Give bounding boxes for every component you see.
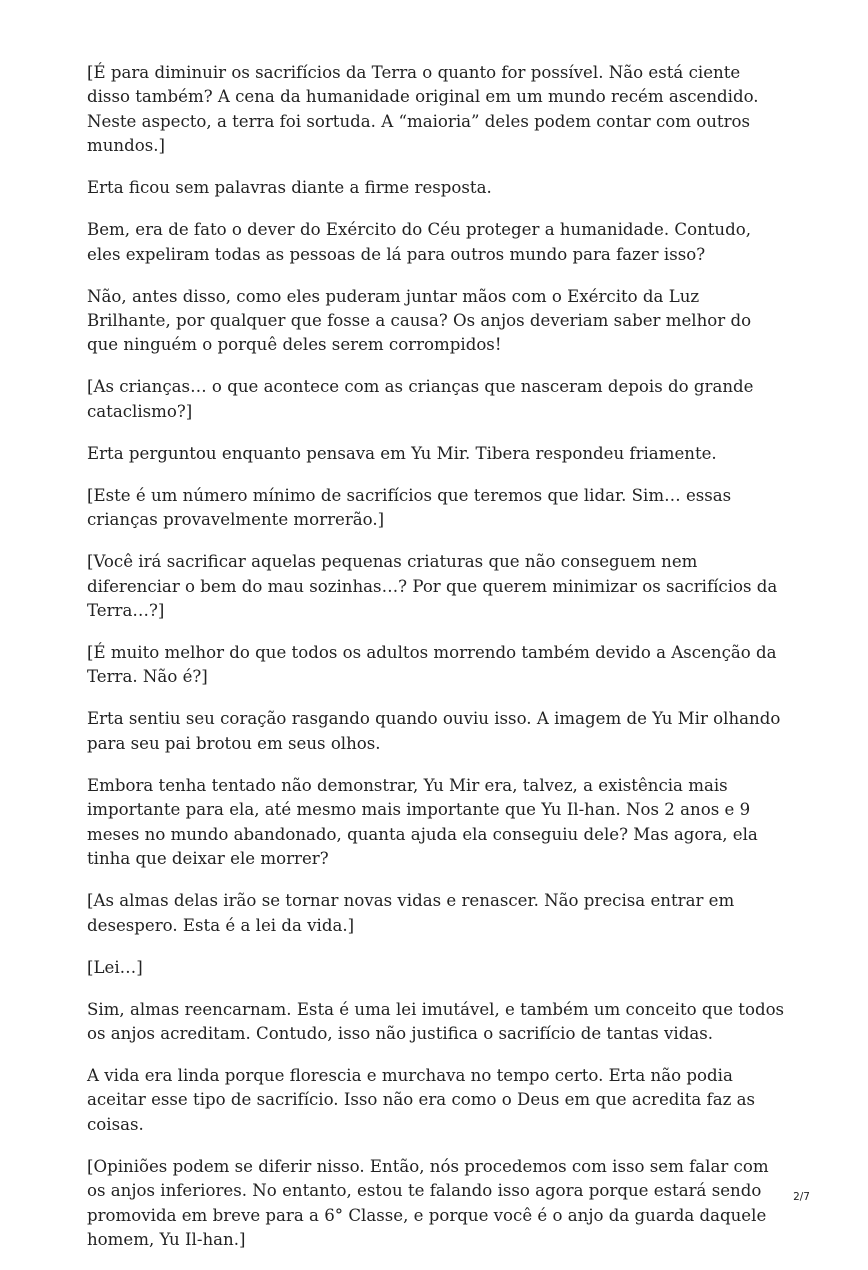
paragraph: Sim, almas reencarnam. Esta é uma lei imutável, e também um conceito que todos os anjos acreditam. Contudo, isso não justifica o sacrifício de tantas vidas. <box>87 999 785 1043</box>
document-body <box>87 61 787 1270</box>
paragraph: Não, antes disso, como eles puderam juntar mãos com o Exército da Luz Brilhante, por qualquer que fosse a causa? Os anjos deveriam saber melhor do que ninguém o porquê deles serem corrompidos! <box>87 286 752 355</box>
paragraph: [É muito melhor do que todos os adultos morrendo também devido a Ascenção da Terra. Não é?] <box>87 643 777 687</box>
paragraph: [As almas delas irão se tornar novas vidas e renascer. Não precisa entrar em desespero. Esta é a lei da vida.] <box>87 891 735 935</box>
paragraph: [Opiniões podem se diferir nisso. Então, nós procedemos com isso sem falar com os anjos inferiores. No entanto, estou te falando isso agora porque estará sendo promovida em breve para a 6° Classe, e porque você é o anjo da guarda daquele homem, Yu Il-han.] <box>87 1156 769 1249</box>
paragraph: Bem, era de fato o dever do Exército do Céu proteger a humanidade. Contudo, eles expeliram todas as pessoas de lá para outros mundo para fazer isso? <box>87 220 751 264</box>
paragraph: Erta ficou sem palavras diante a firme resposta. <box>87 178 492 198</box>
paragraph: A vida era linda porque florescia e murchava no tempo certo. Erta não podia aceitar esse tipo de sacrifício. Isso não era como o Deus em que acredita faz as coisas. <box>87 1065 756 1134</box>
paragraph: [É para diminuir os sacrifícios da Terra o quanto for possível. Não está ciente disso também? A cena da humanidade original em um mundo recém ascendido. Neste aspecto, a terra foi sortuda. A “maioria” deles podem contar com outros mundos.] <box>87 63 759 156</box>
paragraph: Erta perguntou enquanto pensava em Yu Mir. Tibera respondeu friamente. <box>87 443 717 463</box>
page-number: 2/7 <box>793 1191 810 1203</box>
paragraph: [As crianças… o que acontece com as crianças que nasceram depois do grande cataclismo?] <box>87 377 754 421</box>
paragraph: [Este é um número mínimo de sacrifícios que teremos que lidar. Sim… essas crianças provavelmente morrerão.] <box>87 485 732 530</box>
paragraph: [Lei…] <box>87 957 143 977</box>
paragraph: [Você irá sacrificar aquelas pequenas criaturas que não conseguem nem diferenciar o bem do mau sozinhas…? Por que querem minimizar os sacrifícios da Terra…?] <box>87 552 778 621</box>
paragraph: Embora tenha tentado não demonstrar, Yu Mir era, talvez, a existência mais importante para ela, até mesmo mais importante que Yu Il-han. Nos 2 anos e 9 meses no mundo abandonado, quanta ajuda ela conseguiu dele? Mas agora, ela tinha que deixar ele morrer? <box>87 775 758 869</box>
paragraph: Erta sentiu seu coração rasgando quando ouviu isso. A imagem de Yu Mir olhando para seu pai brotou em seus olhos. <box>87 709 781 753</box>
